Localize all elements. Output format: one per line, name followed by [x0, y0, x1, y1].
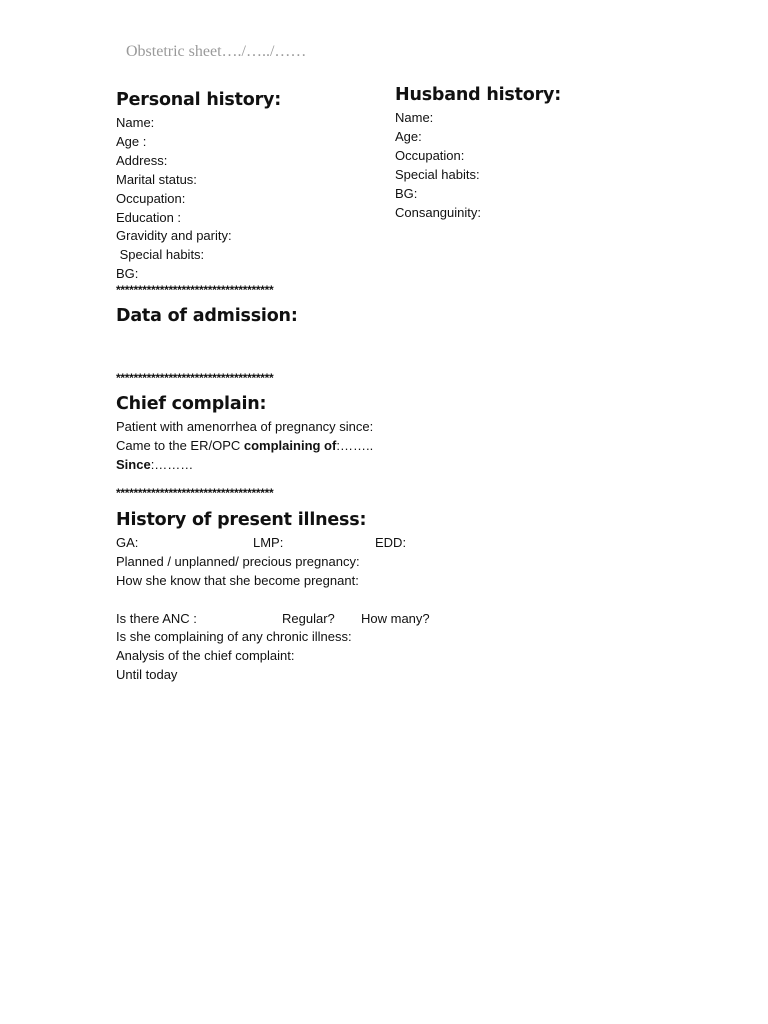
chief-complain-line-1: Patient with amenorrhea of pregnancy since:	[116, 419, 374, 435]
planned-pregnancy-line: Planned / unplanned/ precious pregnancy:	[116, 553, 360, 569]
chief-complain-section	[116, 392, 416, 499]
data-of-admission-section	[116, 304, 416, 384]
chief-complain-line-3: Since:………	[116, 456, 194, 472]
present-illness-heading: History of present illness:	[116, 509, 367, 530]
husband-field-age: Age:	[395, 128, 422, 144]
separator-2: ************************************	[116, 371, 274, 386]
husband-field-bg: BG:	[395, 185, 418, 201]
present-illness-section	[116, 508, 430, 685]
right-column	[395, 83, 675, 222]
complaining-of-label: complaining of	[243, 438, 337, 454]
personal-history-heading: Personal history:	[116, 90, 282, 110]
chief-complain-line-2: Came to the ER/OPC complaining of:……..	[116, 438, 374, 454]
left-column	[116, 88, 430, 685]
personal-field-marital-status: Marital status:	[116, 171, 197, 187]
personal-field-bg: BG:	[116, 266, 139, 282]
how-many-label: How many?	[361, 610, 430, 626]
anc-label: Is there ANC :	[116, 610, 197, 626]
anc-row	[116, 610, 430, 629]
personal-field-gravidity: Gravidity and parity:	[116, 228, 232, 244]
personal-field-age: Age :	[116, 133, 147, 149]
husband-history-heading: Husband history:	[395, 85, 562, 105]
husband-field-consanguinity: Consanguinity:	[395, 204, 481, 220]
husband-field-occupation: Occupation:	[395, 147, 465, 163]
edd-label: EDD:	[375, 534, 407, 550]
personal-history-section	[116, 88, 416, 296]
analysis-line: Analysis of the chief complaint:	[116, 648, 295, 664]
sheet-title: Obstetric sheet…./…../……	[126, 43, 307, 60]
chief-complain-heading: Chief complain:	[116, 394, 267, 415]
husband-field-name: Name:	[395, 110, 434, 125]
personal-field-name: Name:	[116, 115, 155, 130]
how-she-know-line: How she know that she become pregnant:	[116, 572, 359, 588]
personal-field-address: Address:	[116, 152, 168, 168]
since-label: Since	[116, 456, 151, 472]
data-of-admission-heading: Data of admission:	[116, 306, 298, 327]
lmp-label: LMP:	[253, 534, 284, 550]
personal-field-education: Education :	[116, 209, 182, 225]
ga-label: GA:	[116, 534, 139, 550]
until-today-line: Until today	[116, 667, 178, 683]
chronic-illness-line: Is she complaining of any chronic illness:	[116, 629, 352, 645]
husband-field-special-habits: Special habits:	[395, 166, 480, 182]
ga-lmp-edd-row	[116, 534, 416, 553]
separator-3: ************************************	[116, 485, 274, 500]
regular-label: Regular?	[282, 610, 335, 626]
separator-1: ************************************	[116, 283, 274, 298]
personal-field-occupation: Occupation:	[116, 190, 186, 206]
husband-history-section	[395, 83, 675, 222]
personal-field-special-habits: Special habits:	[116, 247, 205, 263]
